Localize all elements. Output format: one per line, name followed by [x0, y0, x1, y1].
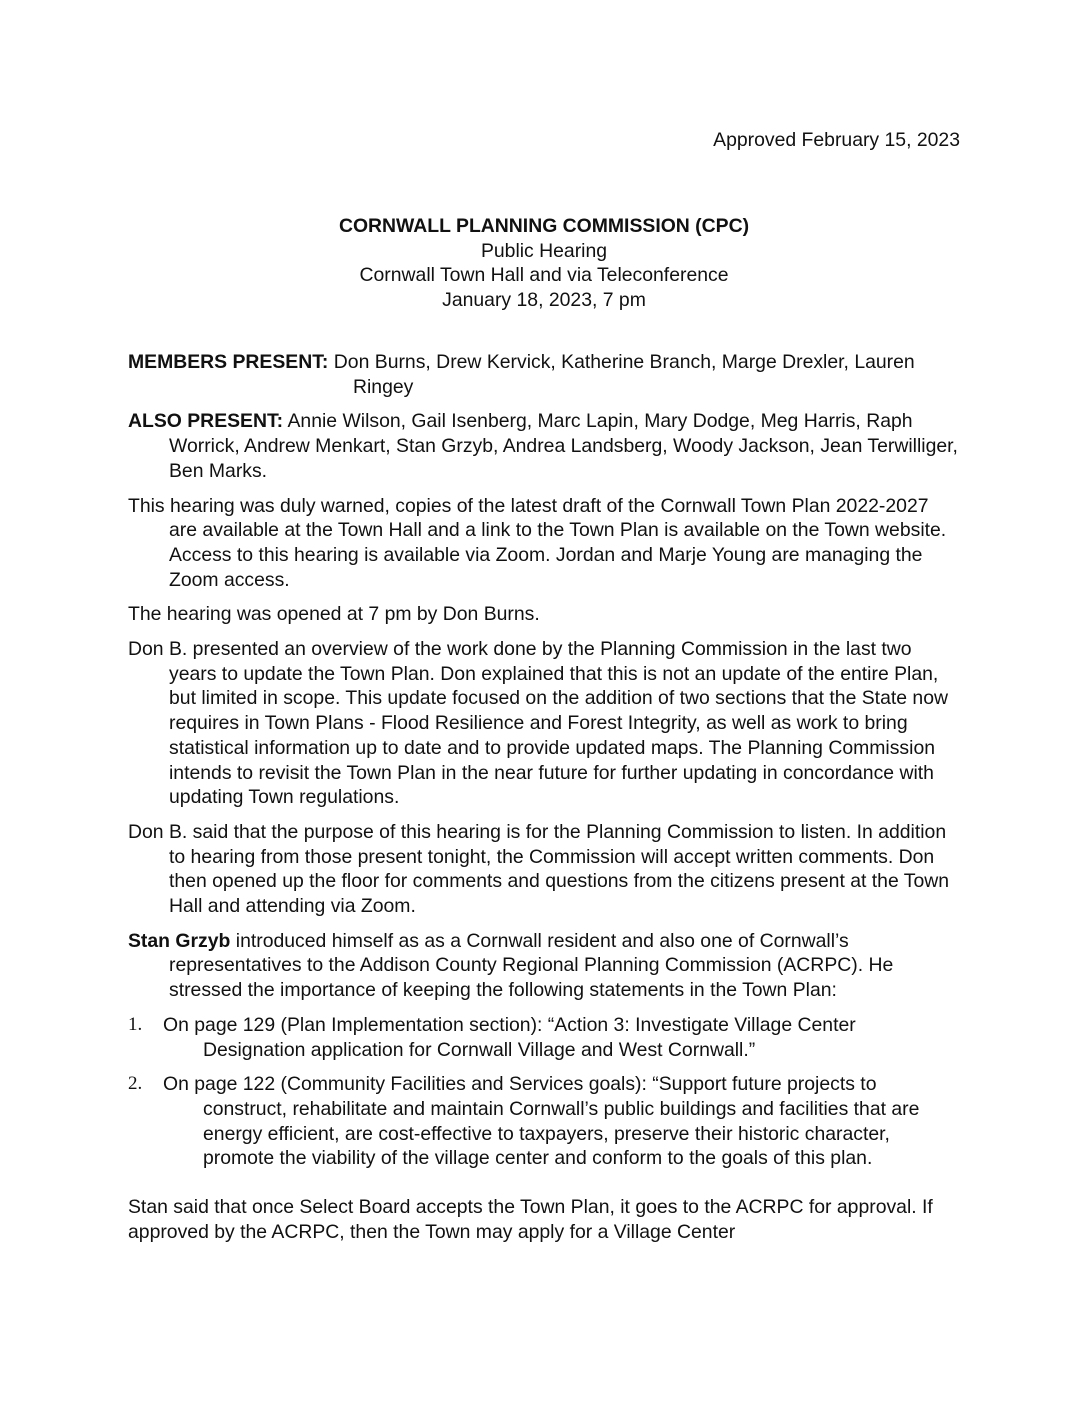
- stan-intro-text: introduced himself as as a Cornwall resident and also one of Cornwall’s representatives to the Addison County Regional Planning Commission (ACRPC). He stressed the importance of keeping the following statements in the Town Plan:: [169, 929, 894, 1002]
- members-present-label: MEMBERS PRESENT:: [128, 351, 329, 373]
- meeting-date: January 18, 2023, 7 pm: [442, 289, 646, 312]
- list-item: [128, 1013, 960, 1062]
- paragraph-purpose: Don B. said that the purpose of this hearing is for the Planning Commission to listen. In addition to hearing from those present tonight, the Commission will accept written comments. Don then opened up the floor for comments and questions from the citizens present at the Town Hall and attending via Zoom.: [128, 820, 950, 918]
- also-present-names: Annie Wilson, Gail Isenberg, Marc Lapin, Mary Dodge, Meg Harris, Raph Worrick, Andrew Menkart, Stan Grzyb, Andrea Landsberg, Woody Jackson, Jean Terwilliger, Ben Marks.: [169, 410, 958, 482]
- speaker-name: Stan Grzyb: [128, 929, 231, 952]
- approval-date: Approved February 15, 2023: [713, 129, 960, 151]
- list-item-text: On page 129 (Plan Implementation section): “Action 3: Investigate Village Center Designation application for Cornwall Village and West Cornwall.”: [163, 1013, 856, 1061]
- also-present-label: ALSO PRESENT:: [128, 410, 284, 433]
- list-item: [128, 1072, 960, 1171]
- paragraph-opened: The hearing was opened at 7 pm by Don Burns.: [128, 603, 540, 626]
- members-present: [128, 350, 960, 399]
- paragraph-closing: Stan said that once Select Board accepts the Town Plan, it goes to the ACRPC for approval. If approved by the ACRPC, then the Town may apply for a Village Center: [128, 1196, 933, 1243]
- document-header: [0, 214, 1088, 313]
- document-title: CORNWALL PLANNING COMMISSION (CPC): [338, 215, 750, 237]
- document-subtitle: Public Hearing: [480, 239, 608, 262]
- meeting-location: Cornwall Town Hall and via Teleconference: [359, 264, 729, 287]
- paragraph-warned: This hearing was duly warned, copies of the latest draft of the Cornwall Town Plan 2022-2027 are available at the Town Hall and a link to the Town Plan is available on the Town website. Access to this hearing is available via Zoom. Jordan and Marje Young are managing the Zoom access.: [128, 494, 947, 591]
- paragraph-stan-intro: [128, 929, 960, 1003]
- document-body: [128, 350, 960, 1255]
- paragraph-overview: Don B. presented an overview of the work done by the Planning Commission in the last two years to update the Town Plan. Don explained that this is not an update of the entire Plan, but limited in scope. This update focused on the addition of two sections that the State now requires in Town Plans - Flood Resilience and Forest Integrity, as well as work to bring statistical information up to date and to provide updated maps. The Planning Commission intends to revisit the Town Plan in the near future for further updating in concordance with updating Town regulations.: [128, 638, 948, 809]
- members-present-names: Don Burns, Drew Kervick, Katherine Branch, Marge Drexler, Lauren Ringey: [333, 351, 915, 398]
- list-item-text: On page 122 (Community Facilities and Services goals): “Support future projects to construct, rehabilitate and maintain Cornwall’s public buildings and facilities that are energy efficient, are cost-effective to taxpayers, preserve their historic character, promote the viability of the village center and conform to the goals of this plan.: [163, 1073, 920, 1170]
- list-item-number: 1.: [128, 1013, 143, 1035]
- also-present: [128, 409, 960, 483]
- list-item-number: 2.: [128, 1073, 143, 1095]
